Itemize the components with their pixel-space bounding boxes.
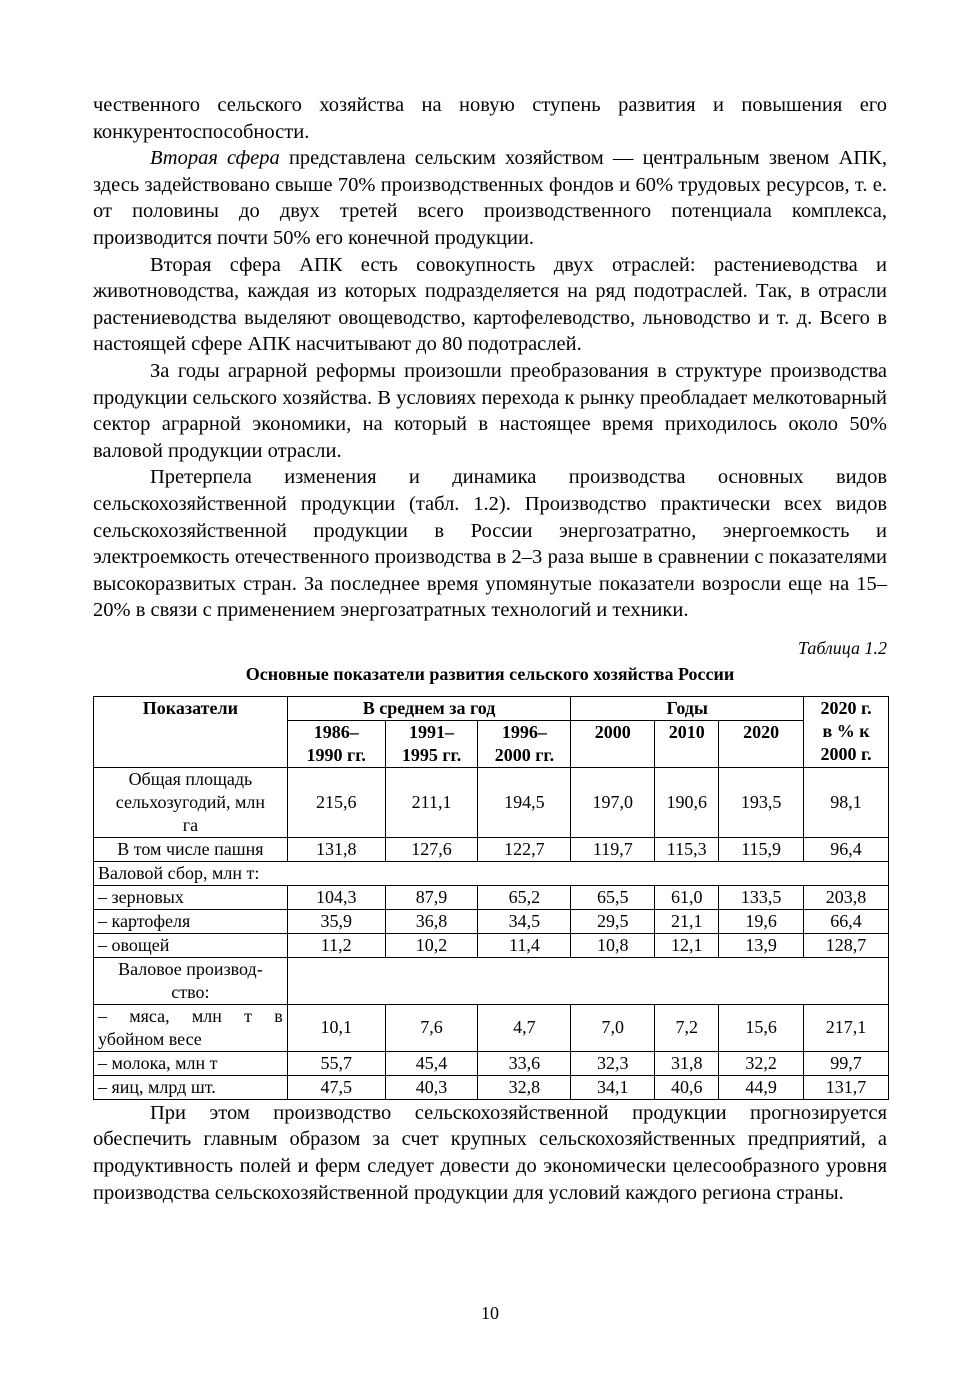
cell-value: 190,6 [655, 767, 719, 837]
row-label-meat [94, 1004, 288, 1051]
cell-value: 32,2 [719, 1051, 804, 1075]
row-label-grain: – зерновых [94, 885, 288, 909]
cell-value: 96,4 [804, 837, 889, 861]
header-period-1-end: 1990 гг. [306, 744, 366, 765]
cell-value: 7,2 [655, 1004, 719, 1051]
table-row-vegetables [94, 933, 889, 957]
cell-value: 7,0 [571, 1004, 655, 1051]
cell-value: 128,7 [804, 933, 889, 957]
table-label: Таблица 1.2 [797, 637, 887, 658]
cell-value: 36,8 [385, 909, 478, 933]
header-year-2010: 2010 [655, 720, 719, 767]
cell-value: 194,5 [478, 767, 571, 837]
row-label-total-area-line-2: сельхозугодий, млн [115, 791, 266, 812]
cell-value: 35,9 [287, 909, 385, 933]
cell-value: 34,1 [571, 1075, 655, 1099]
row-label-potato: – картофеля [94, 909, 288, 933]
paragraph-1: чественного сельского хозяйства на новую ступень развития и повышения его конкурентоспособности. [93, 94, 887, 143]
cell-value: 87,9 [385, 885, 478, 909]
cell-value: 47,5 [287, 1075, 385, 1099]
cell-value: 12,1 [655, 933, 719, 957]
cell-value: 211,1 [385, 767, 478, 837]
page-content [93, 92, 887, 1206]
header-ratio-line-3: 2000 г. [820, 743, 872, 764]
cell-value: 10,1 [287, 1004, 385, 1051]
row-label-meat-line-2: убойном весе [98, 1028, 202, 1049]
row-label-gross-harvest: Валовой сбор, млн т: [94, 861, 889, 885]
row-label-milk: – молока, млн т [94, 1051, 288, 1075]
table-title: Основные показатели развития сельского хозяйства России [245, 663, 735, 684]
table-header-row-1 [94, 696, 889, 720]
header-period-1996-2000 [478, 720, 571, 767]
cell-value: 7,6 [385, 1004, 478, 1051]
row-label-total-area-line-3: га [182, 814, 199, 835]
cell-value: 34,5 [478, 909, 571, 933]
cell-value: 66,4 [804, 909, 889, 933]
row-label-arable: В том числе пашня [94, 837, 288, 861]
table-row-total-area [94, 767, 889, 837]
table-row-meat [94, 1004, 889, 1051]
cell-value: 217,1 [804, 1004, 889, 1051]
header-period-2-end: 1995 гг. [401, 744, 462, 765]
cell-value: 122,7 [478, 837, 571, 861]
cell-value: 44,9 [719, 1075, 804, 1099]
paragraph-4: За годы аграрной реформы произошли преобразования в структуре производства продукции сельского хозяйства. В условиях перехода к рынку преобладает мелкотоварный сектор аграрной экономики, на который в настоящее время приходилось около 50% валовой продукции отрасли. [93, 359, 887, 462]
cell-value: 29,5 [571, 909, 655, 933]
cell-value: 197,0 [571, 767, 655, 837]
table-row-eggs [94, 1075, 889, 1099]
header-years: Годы [571, 696, 804, 720]
cell-value: 15,6 [719, 1004, 804, 1051]
row-label-total-area-line-1: Общая площадь [128, 768, 253, 789]
cell-value: 127,6 [385, 837, 478, 861]
cell-value: 119,7 [571, 837, 655, 861]
cell-value: 4,7 [478, 1004, 571, 1051]
agriculture-indicators-table [93, 696, 889, 1100]
header-period-1986-1990 [287, 720, 385, 767]
row-label-total-area [94, 767, 288, 837]
paragraph-2-emphasis: Вторая сфера [150, 147, 280, 170]
header-indicators: Показатели [94, 696, 288, 767]
cell-value: 131,8 [287, 837, 385, 861]
table-row-arable [94, 837, 889, 861]
cell-value: 65,5 [571, 885, 655, 909]
header-ratio-2020-2000 [804, 696, 889, 767]
paragraph-2-text: представлена сельским хозяйством — центральным звеном АПК, здесь задействовано свыше 70% производственных фондов и 60% трудовых ресурсов, т. е. от половины до двух третей всего производственного потенциала комплекса, производится почти 50% его конечной продукции. [93, 147, 887, 249]
cell-value: 10,2 [385, 933, 478, 957]
paragraph-5: Претерпела изменения и динамика производства основных видов сельскохозяйственной продукции (табл. 1.2). Производство практически всех видов сельскохозяйственной продукции в России энергозатратно, энергоемкость и электроемкость отечественного производства в 2–3 раза выше в сравнении с показателями высокоразвитых стран. За последнее время упомянутые показатели возросли еще на 15–20% в связи с применением энергозатратных технологий и техники. [93, 466, 887, 622]
cell-value: 40,3 [385, 1075, 478, 1099]
table-row-potato [94, 909, 889, 933]
row-label-meat-line-1: – мяса, млн т в [98, 1005, 283, 1026]
paragraph-6: При этом производство сельскохозяйственной продукции прогнозируется обеспечить главным образом за счет крупных сельскохозяйственных предприятий, а продуктивность полей и ферм следует довести до экономически целесообразного уровня производства сельскохозяйственной продукции для условий каждого региона страны. [93, 1101, 887, 1204]
header-ratio-line-2: в % к [822, 720, 870, 741]
header-year-2020: 2020 [719, 720, 804, 767]
cell-value: 215,6 [287, 767, 385, 837]
row-label-eggs: – яиц, млрд шт. [94, 1075, 288, 1099]
header-period-3-start: 1996– [501, 721, 547, 742]
cell-value: 55,7 [287, 1051, 385, 1075]
paragraph-2 [93, 145, 887, 251]
table-row-grain [94, 885, 889, 909]
cell-value: 13,9 [719, 933, 804, 957]
paragraph-3: Вторая сфера АПК есть совокупность двух отраслей: растениеводства и животноводства, каждая из которых подразделяется на ряд подотраслей. Так, в отрасли растениеводства выделяют овощеводство, картофелеводство, льноводство и т. д. Всего в настоящей сфере АПК насчитывают до 80 подотраслей. [93, 253, 887, 356]
table-row-gross-harvest-section [94, 861, 889, 885]
table-row-milk [94, 1051, 889, 1075]
row-label-gross-production-line-2: ство: [171, 981, 210, 1002]
cell-value: 98,1 [804, 767, 889, 837]
cell-value: 115,9 [719, 837, 804, 861]
cell-value: 99,7 [804, 1051, 889, 1075]
cell-value: 115,3 [655, 837, 719, 861]
empty-section-cell [287, 957, 888, 1004]
row-label-gross-production [94, 957, 288, 1004]
cell-value: 133,5 [719, 885, 804, 909]
cell-value: 11,2 [287, 933, 385, 957]
cell-value: 32,3 [571, 1051, 655, 1075]
header-period-2-start: 1991– [409, 721, 455, 742]
cell-value: 19,6 [719, 909, 804, 933]
row-label-vegetables: – овощей [94, 933, 288, 957]
row-label-gross-production-line-1: Валовое производ- [118, 958, 263, 979]
cell-value: 31,8 [655, 1051, 719, 1075]
cell-value: 61,0 [655, 885, 719, 909]
table-row-gross-production-section [94, 957, 889, 1004]
cell-value: 45,4 [385, 1051, 478, 1075]
cell-value: 40,6 [655, 1075, 719, 1099]
header-period-1991-1995 [385, 720, 478, 767]
header-period-3-end: 2000 гг. [494, 744, 555, 765]
cell-value: 11,4 [478, 933, 571, 957]
cell-value: 33,6 [478, 1051, 571, 1075]
page-number: 10 [481, 1303, 499, 1323]
cell-value: 10,8 [571, 933, 655, 957]
cell-value: 193,5 [719, 767, 804, 837]
cell-value: 65,2 [478, 885, 571, 909]
header-average-per-year: В среднем за год [287, 696, 571, 720]
cell-value: 21,1 [655, 909, 719, 933]
header-period-1-start: 1986– [313, 721, 359, 742]
cell-value: 131,7 [804, 1075, 889, 1099]
cell-value: 203,8 [804, 885, 889, 909]
cell-value: 104,3 [287, 885, 385, 909]
cell-value: 32,8 [478, 1075, 571, 1099]
header-year-2000: 2000 [571, 720, 655, 767]
header-ratio-line-1: 2020 г. [820, 697, 872, 718]
